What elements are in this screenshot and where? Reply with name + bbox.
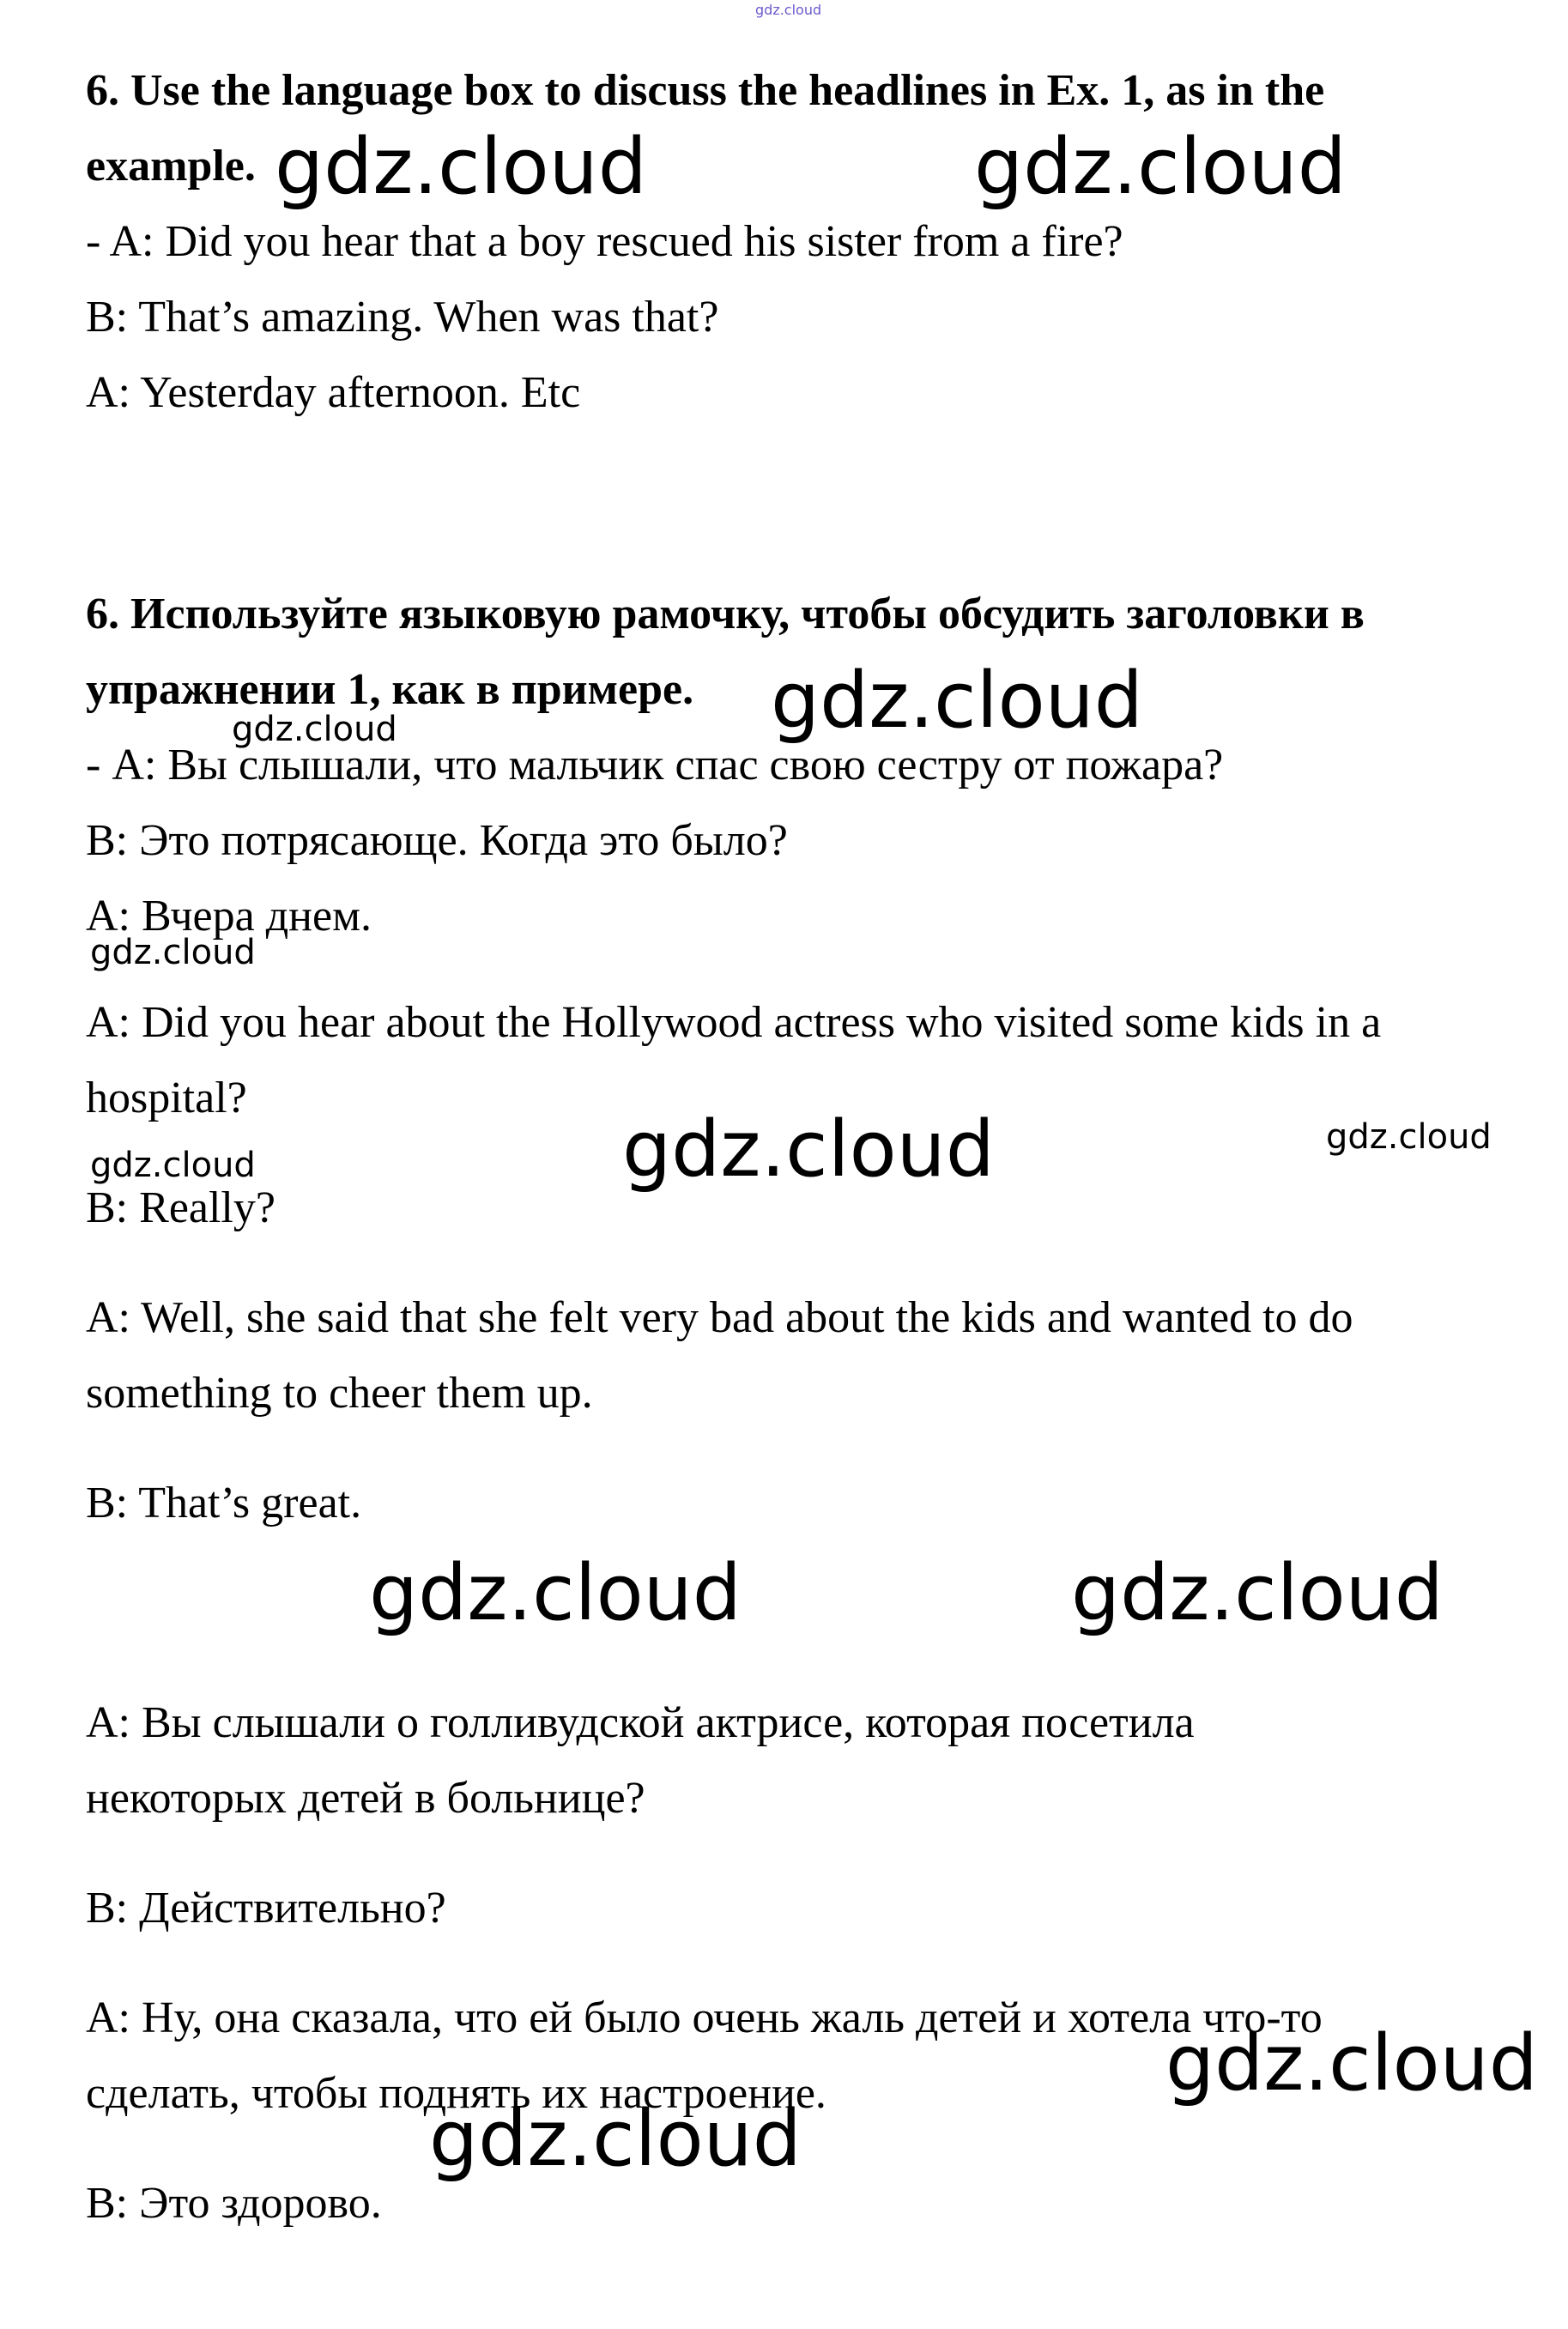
- dialogue-ru-a1-line2: некоторых детей в больнице?: [86, 1774, 645, 1823]
- task-heading-ru-line1: 6. Используйте языковую рамочку, чтобы обсудить заголовки в: [86, 590, 1365, 638]
- watermark: gdz.cloud: [429, 2094, 802, 2184]
- dialogue-ru-a2-line1: А: Ну, она сказала, что ей было очень жаль детей и хотела что-то: [86, 1993, 1323, 2042]
- dialogue-en-b1: B: Really?: [86, 1183, 275, 1232]
- dialogue-ru-a2-line2: сделать, чтобы поднять их настроение.: [86, 2069, 826, 2118]
- dialogue-ru-b2: В: Это здорово.: [86, 2179, 382, 2228]
- watermark: gdz.cloud: [771, 656, 1143, 746]
- task-heading-en-line1: 6. Use the language box to discuss the headlines in Ex. 1, as in the: [86, 66, 1325, 115]
- example-ru-line-1: - А: Вы слышали, что мальчик спас свою сестру от пожара?: [86, 741, 1224, 789]
- dialogue-en-a2-line1: A: Well, she said that she felt very bad about the kids and wanted to do: [86, 1293, 1353, 1342]
- watermark: gdz.cloud: [90, 933, 256, 972]
- watermark: gdz.cloud: [1326, 1117, 1492, 1157]
- dialogue-en-b2: B: That’s great.: [86, 1479, 362, 1527]
- top-watermark: gdz.cloud: [755, 2, 822, 18]
- watermark: gdz.cloud: [1071, 1548, 1444, 1638]
- example-line-2: B: That’s amazing. When was that?: [86, 293, 719, 342]
- watermark: gdz.cloud: [275, 122, 647, 212]
- dialogue-en-a2-line2: something to cheer them up.: [86, 1369, 593, 1418]
- watermark: gdz.cloud: [232, 710, 397, 749]
- dialogue-en-a1-line2: hospital?: [86, 1074, 247, 1122]
- dialogue-en-a1-line1: A: Did you hear about the Hollywood actress who visited some kids in a: [86, 998, 1382, 1047]
- task-heading-en-line2: example.: [86, 142, 256, 191]
- watermark: gdz.cloud: [622, 1104, 995, 1195]
- example-line-3: A: Yesterday afternoon. Etc: [86, 368, 581, 417]
- dialogue-ru-b1: В: Действительно?: [86, 1884, 446, 1933]
- watermark: gdz.cloud: [1165, 2018, 1538, 2108]
- watermark: gdz.cloud: [90, 1146, 256, 1185]
- watermark: gdz.cloud: [369, 1548, 742, 1638]
- example-ru-line-2: В: Это потрясающе. Когда это было?: [86, 816, 788, 865]
- watermark: gdz.cloud: [974, 122, 1347, 212]
- example-line-1: - A: Did you hear that a boy rescued his sister from a fire?: [86, 217, 1123, 266]
- task-heading-ru-line2: упражнении 1, как в примере.: [86, 665, 694, 714]
- example-ru-line-3: А: Вчера днем.: [86, 892, 372, 941]
- dialogue-ru-a1-line1: А: Вы слышали о голливудской актрисе, которая посетила: [86, 1698, 1195, 1747]
